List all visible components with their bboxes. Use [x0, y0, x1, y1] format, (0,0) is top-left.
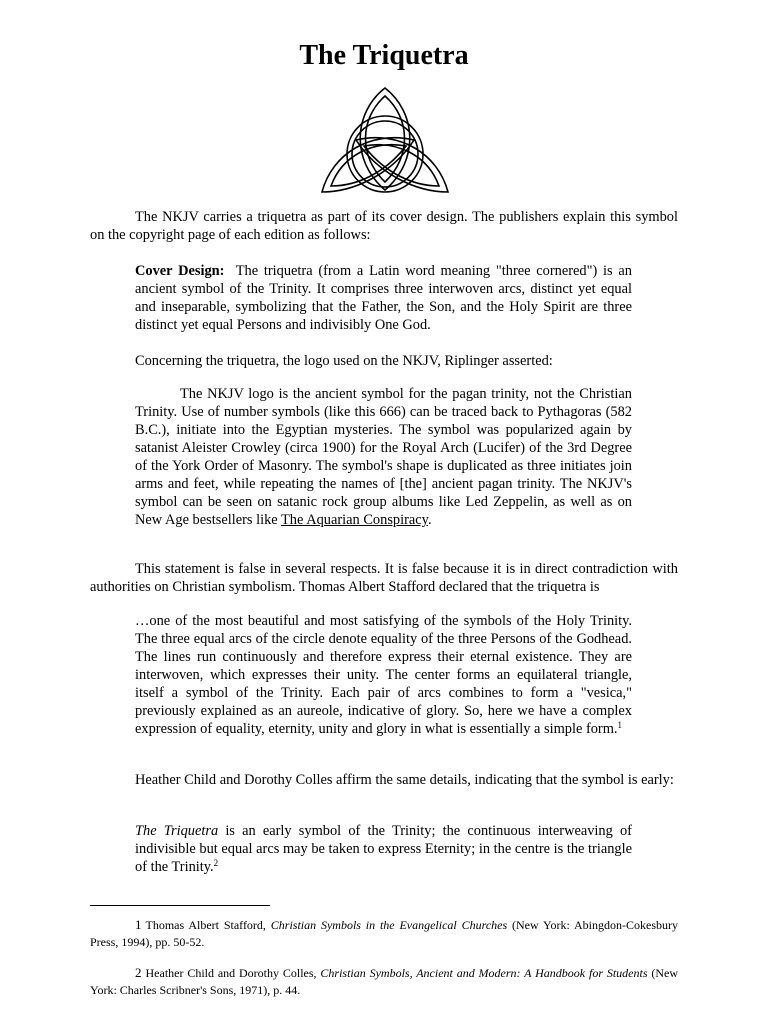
footnote-number: 1 [135, 917, 142, 932]
riplinger-quote: The NKJV logo is the ancient symbol for the pagan trinity, not the Christian Trinity. Use of number symbols (like this 666) can be traced back to Pythagoras (582 B.C.), initiate into the Egyptian mysteries. The symbol was popularized again by satanist Aleister Crowley (circa 1900) for the Royal Arch (Lucifer) of the 3rd Degree of the York Order of Masonry. The symbol's shape is duplicated as three initiates join arms and feet, while repeating the names of [the] ancient pagan trinity. The NKJV's symbol can be seen on satanic rock group albums like Led Zeppelin, as well as on New Age bestsellers like The Aquarian Conspiracy. [135, 386, 632, 528]
stafford-quote: …one of the most beautiful and most satisfying of the symbols of the Holy Trinity. The three equal arcs of the circle denote equality of the three Persons of the Godhead. The lines run continuously and therefore express their eternal existence. They are interwoven, which expresses their unity. The center forms an equilateral triangle, itself a symbol of the Trinity. Each pair of arcs combines to form a "vesica," previously explained as an aureole, indicative of glory. So, here we have a complex expression of equality, eternity, unity and glory in what is essentially a simple form.$^1$ [135, 613, 632, 737]
triquetra-icon [318, 84, 452, 196]
intro-paragraph: The NKJV carries a triquetra as part of its cover design. The publishers explain this symbol on the copyright page of each edition as follows: [90, 209, 678, 243]
rebuttal-paragraph: This statement is false in several respects. It is false because it is in direct contradiction with authorities on Christian symbolism. Thomas Albert Stafford declared that the triquetra is [90, 561, 678, 595]
page-title: The Triquetra [299, 40, 469, 71]
footnote-1: 1 Thomas Albert Stafford, Christian Symbols in the Evangelical Churches (New York: Abingdon-Cokesbury Press, 1994), pp. 50-52. [90, 917, 678, 949]
child-colles-quote: The Triquetra is an early symbol of the Trinity; the continuous interweaving of indivisible but equal arcs may be taken to express Eternity; in the centre is the triangle of the Trinity.$^2$ [135, 823, 632, 875]
cover-design-label: Cover Design: [135, 263, 225, 279]
cover-design-quote [135, 262, 632, 334]
footnote-ref-2[interactable]: 2 [213, 858, 219, 868]
triquetra-term: The Triquetra [135, 823, 219, 839]
footnote-2: 2 Heather Child and Dorothy Colles, Christian Symbols, Ancient and Modern: A Handbook for Students (New York: Charles Scribner's Sons, 1971), p. 44. [90, 965, 679, 997]
child-colles-paragraph: Heather Child and Dorothy Colles affirm the same details, indicating that the symbol is early: [135, 772, 674, 788]
footnote-ref-1[interactable]: 1 [617, 720, 623, 730]
footnote-number: 2 [135, 965, 142, 980]
aquarian-conspiracy-title: The Aquarian Conspiracy [281, 512, 428, 528]
riplinger-intro: Concerning the triquetra, the logo used on the NKJV, Riplinger asserted: [135, 353, 553, 369]
footnote-divider [90, 905, 270, 906]
cover-design-text: The triquetra (from a Latin word meaning "three cornered") is an ancient symbol of the Trinity. It comprises three interwoven arcs, distinct yet equal and inseparable, symbolizing that the Father, the Son, and the Holy Spirit are three distinct yet equal Persons and indivisibly One God. [135, 263, 632, 333]
